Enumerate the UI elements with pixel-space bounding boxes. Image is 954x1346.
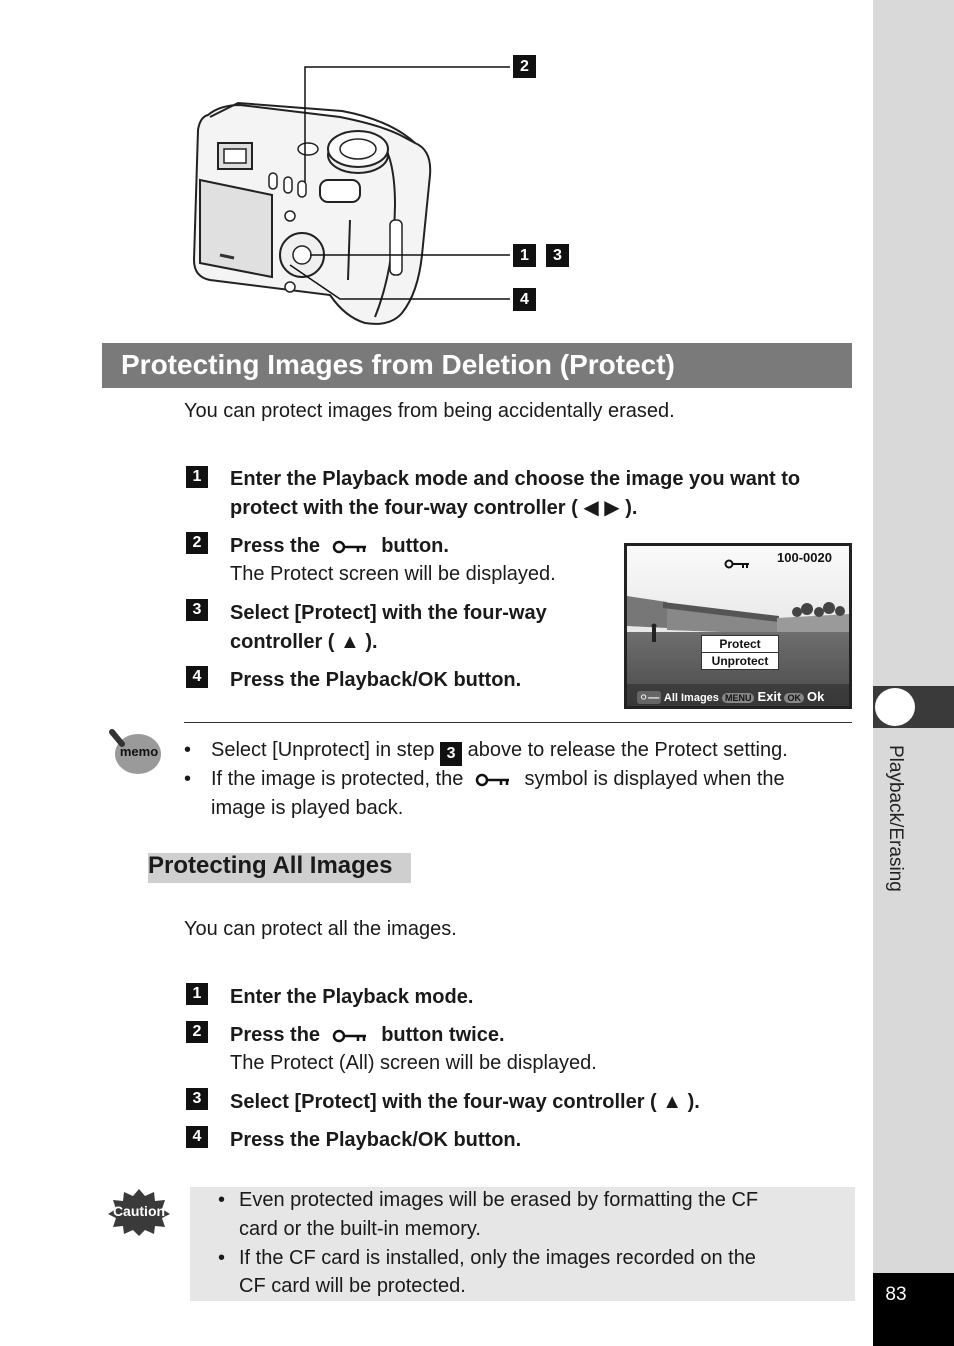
step-number: 4 xyxy=(186,666,208,688)
memo-icon xyxy=(108,728,164,776)
subsection-intro: You can protect all the images. xyxy=(184,918,457,940)
page-number: 83 xyxy=(885,1284,907,1305)
step-title: Press the button. xyxy=(230,535,449,557)
callout-3: 3 xyxy=(546,244,569,267)
lcd-footer: ⚪― All Images MENU Exit OK Ok xyxy=(639,689,825,704)
step-title: Press the Playback/OK button. xyxy=(230,669,522,691)
step-number: 1 xyxy=(186,983,208,1005)
memo-bullet: • Select [Unprotect] in step 3 above to release the Protect setting. xyxy=(184,736,788,766)
step-ref-number: 3 xyxy=(440,742,462,766)
lcd-file-number: 100-0020 xyxy=(777,550,832,565)
caution-bullet-continued: card or the built-in memory. xyxy=(239,1218,481,1240)
callout-4: 4 xyxy=(513,288,536,311)
caution-icon-label: Caution xyxy=(112,1203,166,1219)
protect-key-icon xyxy=(332,1028,370,1044)
step-title: Enter the Playback mode and choose the image you want to protect with the four-way controller ( ◀ ▶ ). xyxy=(230,468,801,519)
step-description: The Protect screen will be displayed. xyxy=(230,563,556,585)
section-intro: You can protect images from being accidentally erased. xyxy=(184,400,675,422)
protect-key-icon xyxy=(332,539,370,555)
caution-bullet-continued: CF card will be protected. xyxy=(239,1275,466,1297)
lcd-menu-key: MENU xyxy=(722,693,755,703)
divider xyxy=(184,722,852,723)
memo-icon-label: memo xyxy=(119,744,159,759)
side-strip xyxy=(873,0,954,1346)
lcd-photo xyxy=(627,546,849,706)
protect-key-icon xyxy=(475,772,513,788)
step-title: Select [Protect] with the four-way controller ( ▲ ). xyxy=(230,1091,700,1113)
step-title: Press the button twice. xyxy=(230,1024,505,1046)
step-title: Select [Protect] with the four-way controller ( ▲ ). xyxy=(230,602,547,653)
step-number: 2 xyxy=(186,532,208,554)
section-heading: Protecting Images from Deletion (Protect) xyxy=(121,349,675,380)
callout-2: 2 xyxy=(513,55,536,78)
step-number: 2 xyxy=(186,1021,208,1043)
caution-bullet: • If the CF card is installed, only the images recorded on the xyxy=(218,1247,756,1269)
callout-1: 1 xyxy=(513,244,536,267)
chapter-tab-circle xyxy=(875,688,915,726)
caution-bullet: • Even protected images will be erased by formatting the CF xyxy=(218,1189,759,1211)
memo-bullet-continued: image is played back. xyxy=(211,797,404,819)
step-number: 4 xyxy=(186,1126,208,1148)
lcd-menu-protect[interactable]: Protect xyxy=(701,635,779,653)
chapter-label: Playback/Erasing xyxy=(885,745,906,892)
step-number: 3 xyxy=(186,1088,208,1110)
lcd-ok-key: OK xyxy=(784,693,804,703)
memo-bullet: • If the image is protected, the symbol is displayed when the xyxy=(184,768,785,790)
lcd-key-icon: ⚪― xyxy=(639,692,660,704)
step-number: 3 xyxy=(186,599,208,621)
lcd-menu-unprotect[interactable]: Unprotect xyxy=(701,652,779,670)
step-title: Press the Playback/OK button. xyxy=(230,1129,522,1151)
step-description: The Protect (All) screen will be displayed. xyxy=(230,1052,597,1074)
subsection-heading: Protecting All Images xyxy=(148,852,393,879)
step-title: Enter the Playback mode. xyxy=(230,986,474,1008)
caution-icon xyxy=(108,1188,170,1236)
step-number: 1 xyxy=(186,466,208,488)
lcd-screen xyxy=(624,543,852,709)
